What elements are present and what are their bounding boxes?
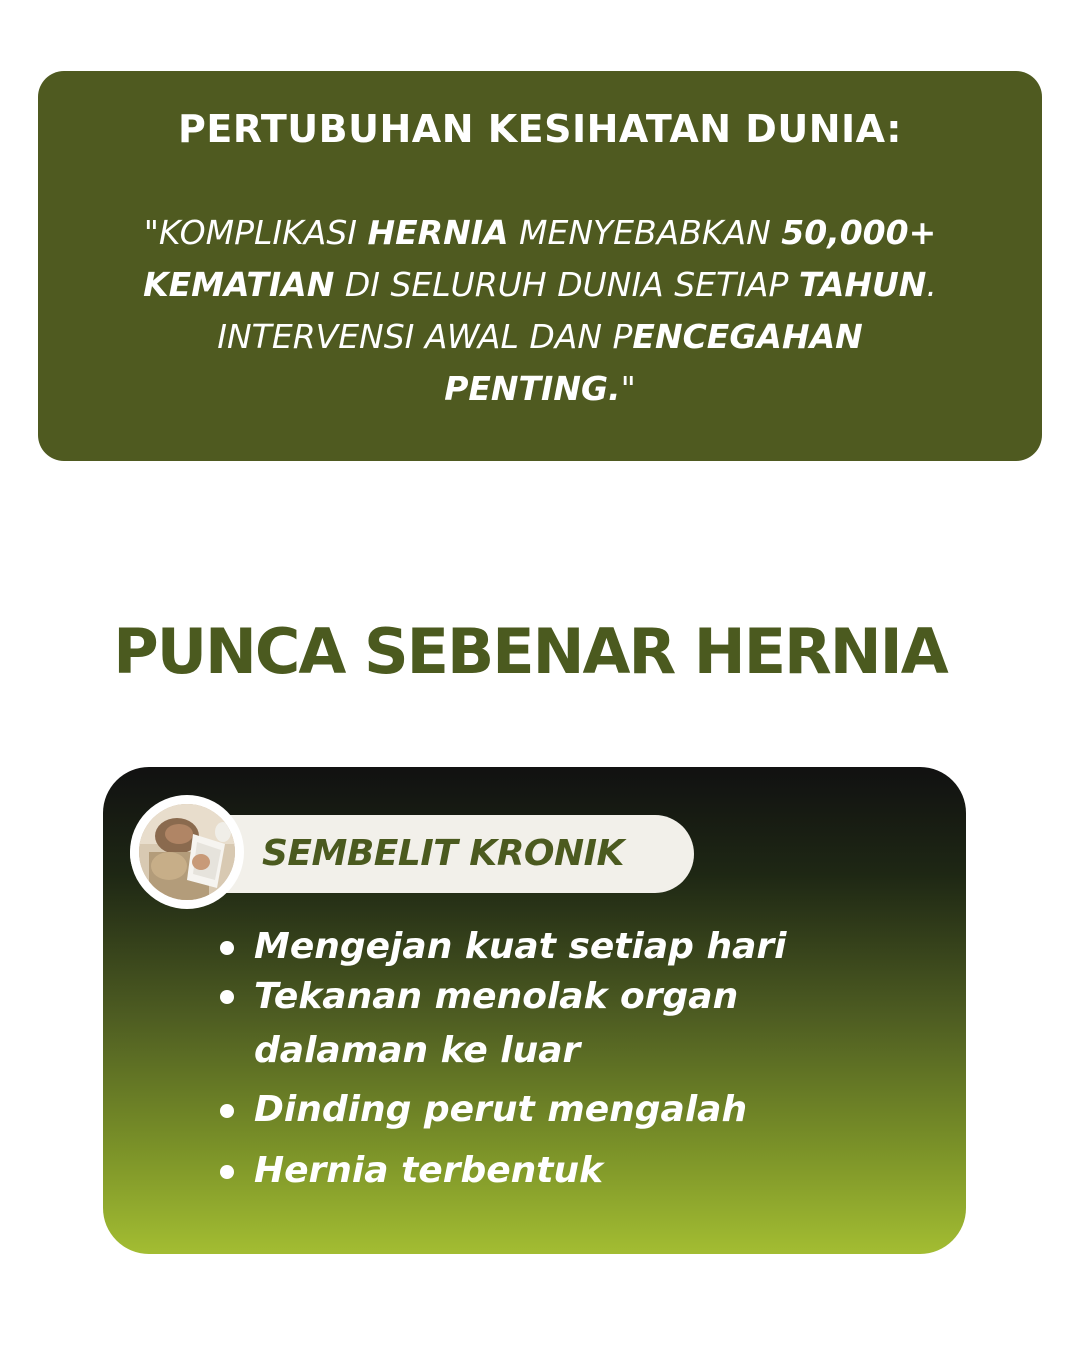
quote-bold-segment: TAHUN [798, 265, 927, 304]
bullet-dot-icon [220, 990, 234, 1004]
bullet-text: Dinding perut mengalah [254, 1089, 748, 1130]
quote-segment: "KOMPLIKASI [143, 213, 368, 252]
quote-segment: " [620, 369, 636, 408]
quote-bold-segment: PENTING. [444, 369, 621, 408]
bullet-dot-icon [220, 1104, 234, 1118]
cause-label: SEMBELIT KRONIK [262, 833, 624, 874]
list-item [216, 970, 854, 1078]
bullet-text: Hernia terbentuk [254, 1150, 604, 1191]
person-holding-tissue-photo-icon [139, 804, 235, 900]
main-heading: PUNCA SEBENAR HERNIA [113, 615, 947, 688]
list-item [216, 1085, 747, 1135]
quote-bold-segment: ENCEGAHAN [632, 317, 863, 356]
bullet-text: Tekanan menolak organ dalaman ke luar [254, 976, 739, 1071]
quote-card [38, 71, 1042, 461]
quote-segment: MENYEBABKAN [508, 213, 782, 252]
bullet-dot-icon [220, 941, 234, 955]
bullet-dot-icon [220, 1165, 234, 1179]
avatar [130, 795, 244, 909]
quote-bold-segment: KEMATIAN [143, 265, 335, 304]
list-item [216, 1146, 603, 1196]
quote-heading: PERTUBUHAN KESIHATAN DUNIA: [178, 107, 902, 151]
list-item [216, 922, 786, 972]
quote-segment: INTERVENSI AWAL DAN P [217, 317, 633, 356]
quote-segment: . [926, 265, 937, 304]
quote-segment: DI SELURUH DUNIA SETIAP [334, 265, 799, 304]
quote-bold-segment: HERNIA [367, 213, 509, 252]
quote-text [128, 207, 952, 415]
quote-bold-segment: 50,000+ [781, 213, 937, 252]
bullet-text: Mengejan kuat setiap hari [254, 926, 787, 967]
